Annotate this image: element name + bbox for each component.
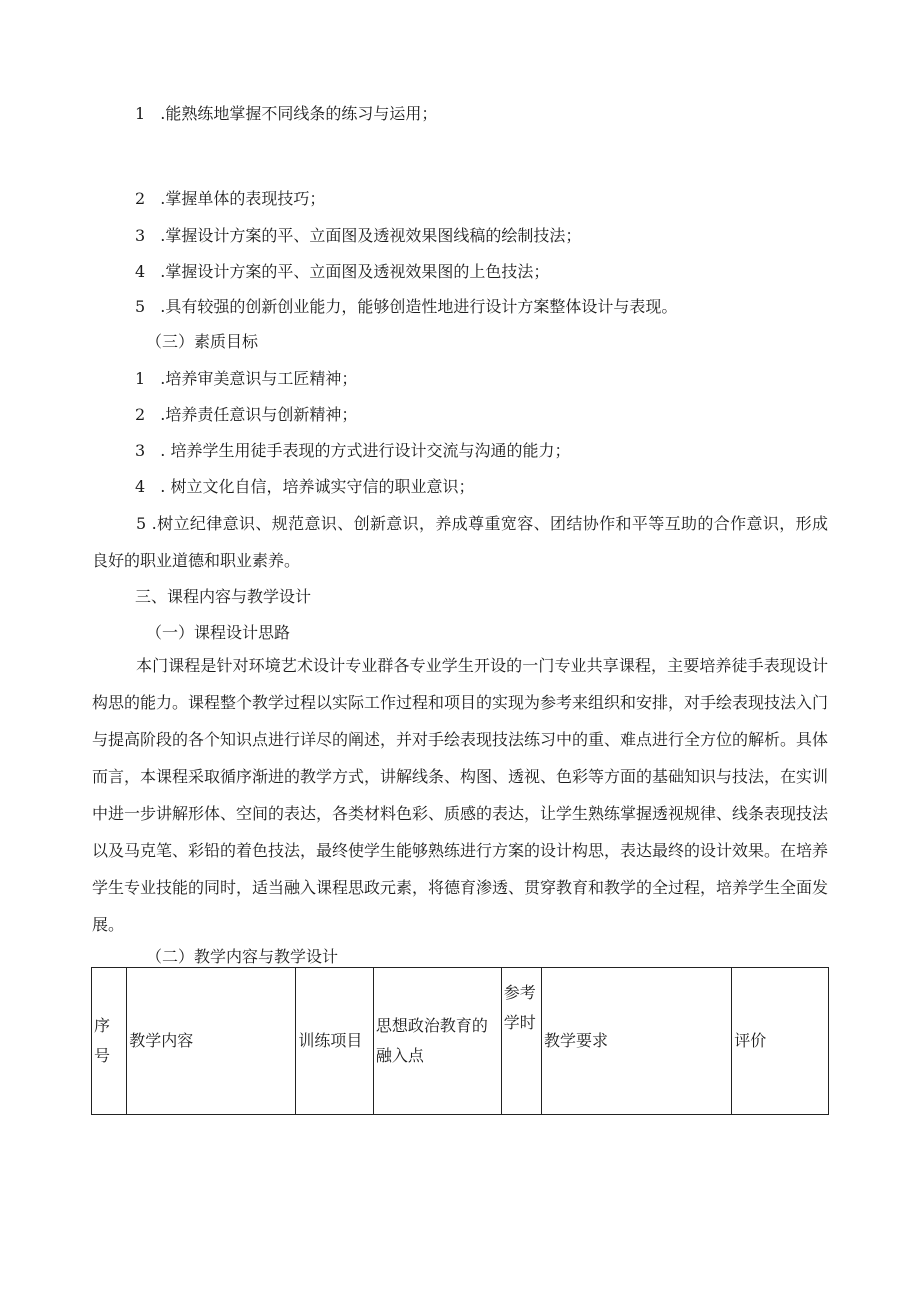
quality-item-number: 1 [135, 369, 146, 388]
design-idea-paragraph: 本门课程是针对环境艺术设计专业群各专业学生开设的一门专业共享课程，主要培养徒手表现设计构思的能力。课程整个教学过程以实际工作过程和项目的实现为参考来组织和安排，对手绘表现技法入门与提高阶段的各个知识点进行详尽的阐述，并对手绘表现技法练习中的重、难点进行全方位的解析。具体而言，本课程采取循序渐进的教学方式，讲解线条、构图、透视、色彩等方面的基础知识与技法，在实训中进一步讲解形体、空间的表达，各类材料色彩、质感的表达，让学生熟练掌握透视规律、线条表现技法以及马克笔、彩铅的着色技法，最终使学生能够熟练进行方案的设计构思，表达最终的设计效果。在培养学生专业技能的同时，适当融入课程思政元素，将德育渗透、贯穿教育和教学的全过程，培养学生全面发展。 [92, 656, 829, 934]
skill-item-text: .掌握单体的表现技巧； [160, 189, 326, 208]
header-ideology: 思想政治教育的融入点 [373, 968, 501, 1115]
skill-item-number: 5 [135, 297, 146, 316]
quality-heading: （三）素质目标 [146, 332, 259, 351]
quality-item-text: .培养审美意识与工匠精神； [160, 369, 358, 388]
skill-item-text: .掌握设计方案的平、立面图及透视效果图线稿的绘制技法； [160, 226, 582, 245]
header-requirement: 教学要求 [542, 968, 732, 1115]
header-content: 教学内容 [127, 968, 296, 1115]
skill-item-2 [135, 188, 325, 210]
skill-item-3 [135, 225, 581, 247]
skill-item-number: 3 [135, 226, 146, 245]
quality-item-number: 2 [135, 405, 146, 424]
quality-item-3 [135, 440, 570, 462]
course-table [91, 967, 829, 1115]
header-evaluation: 评价 [732, 968, 829, 1115]
skill-item-1 [135, 103, 437, 125]
subsection-heading-design-idea: （一）课程设计思路 [146, 623, 291, 642]
quality-item-text: .培养责任意识与创新精神； [160, 405, 358, 424]
section-heading: 三、课程内容与教学设计 [135, 587, 312, 606]
quality-item-1 [135, 368, 357, 390]
quality-item-text: . 培养学生用徒手表现的方式进行设计交流与沟通的能力； [160, 441, 571, 460]
skill-item-5 [135, 296, 677, 318]
header-hours: 参考学时 [501, 968, 541, 1115]
skill-item-number: 4 [135, 262, 146, 281]
skill-item-number: 1 [135, 104, 146, 123]
skill-item-text: .能熟练地掌握不同线条的练习与运用； [160, 104, 438, 123]
skill-item-4 [135, 261, 549, 283]
quality-item-5: 5 .树立纪律意识、规范意识、创新意识，养成尊重宽容、团结协作和平等互助的合作意识，形成良好的职业道德和职业素养。 [92, 514, 828, 570]
header-training: 训练项目 [296, 968, 374, 1115]
quality-item-number: 4 [135, 477, 146, 496]
skill-item-number: 2 [135, 189, 146, 208]
quality-item-2 [135, 404, 357, 426]
quality-item-text: . 树立文化自信，培养诚实守信的职业意识； [160, 477, 475, 496]
skill-item-text: .掌握设计方案的平、立面图及透视效果图的上色技法； [160, 262, 550, 281]
quality-item-4 [135, 476, 474, 498]
header-seq: 序号 [92, 968, 127, 1115]
subsection-heading-teaching-content: （二）教学内容与教学设计 [146, 947, 339, 966]
skill-item-text: .具有较强的创新创业能力，能够创造性地进行设计方案整体设计与表现。 [160, 297, 678, 316]
table-header-row [92, 968, 829, 1115]
quality-item-number: 3 [135, 441, 146, 460]
